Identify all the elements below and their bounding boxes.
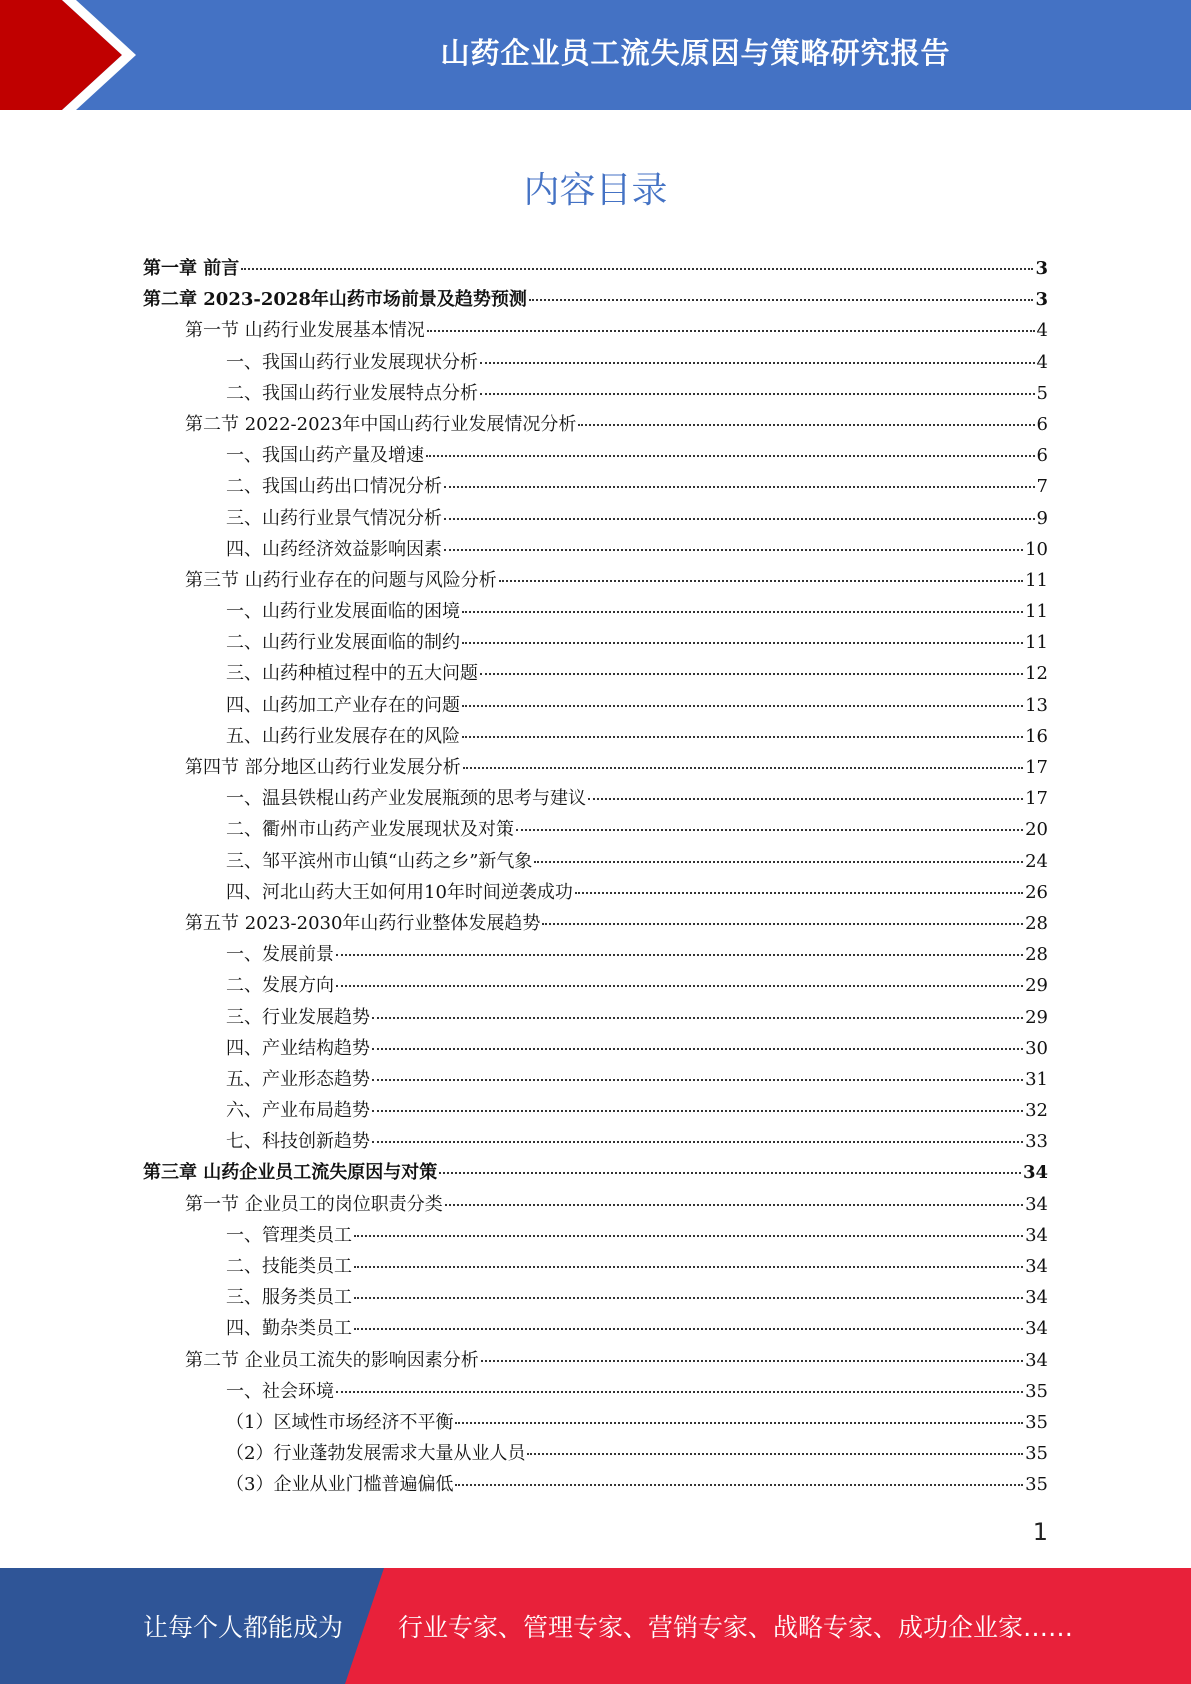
toc-entry-page: 35 bbox=[1025, 1443, 1048, 1465]
toc-dot-leader bbox=[336, 1389, 1023, 1393]
toc-entry-label: 五、产业形态趋势 bbox=[226, 1068, 370, 1090]
toc-entry-label: 三、山药行业景气情况分析 bbox=[226, 507, 442, 529]
toc-dot-leader bbox=[578, 422, 1034, 426]
toc-entry-label: 第三节 山药行业存在的问题与风险分析 bbox=[185, 569, 497, 591]
toc-entry-label: 二、衢州市山药产业发展现状及对策 bbox=[226, 819, 514, 841]
toc-entry[interactable] bbox=[143, 440, 1048, 471]
toc-entry[interactable] bbox=[143, 1157, 1048, 1188]
toc-entry-page: 34 bbox=[1025, 1256, 1048, 1277]
toc-entry[interactable] bbox=[143, 1126, 1048, 1157]
toc-dot-leader bbox=[444, 484, 1035, 488]
toc-entry-label: 四、河北山药大王如何用10年时间逆袭成功 bbox=[226, 881, 573, 903]
toc-entry[interactable] bbox=[143, 1407, 1048, 1438]
toc-entry-page: 5 bbox=[1036, 382, 1048, 404]
toc-entry[interactable] bbox=[143, 1345, 1048, 1376]
toc-entry-label: 第一节 企业员工的岗位职责分类 bbox=[185, 1193, 443, 1215]
toc-entry-page: 16 bbox=[1025, 725, 1048, 747]
toc-entry[interactable] bbox=[143, 347, 1048, 378]
report-title: 山药企业员工流失原因与策略研究报告 bbox=[440, 35, 951, 70]
toc-entry-label: 三、邹平滨州市山镇“山药之乡”新气象 bbox=[226, 850, 533, 872]
toc-dot-leader bbox=[241, 266, 1033, 270]
toc-dot-leader bbox=[462, 703, 1023, 707]
toc-entry[interactable] bbox=[143, 658, 1048, 689]
toc-entry-page: 28 bbox=[1025, 944, 1048, 966]
toc-entry[interactable] bbox=[143, 970, 1048, 1001]
toc-dot-leader bbox=[462, 640, 1023, 644]
toc-entry-page: 12 bbox=[1025, 663, 1048, 685]
red-chevron-icon bbox=[0, 0, 160, 110]
toc-entry[interactable] bbox=[143, 1220, 1048, 1251]
toc-dot-leader bbox=[529, 297, 1034, 301]
toc-entry-label: 第四节 部分地区山药行业发展分析 bbox=[185, 757, 461, 778]
toc-dot-leader bbox=[354, 1326, 1023, 1330]
toc-entry[interactable] bbox=[143, 1251, 1048, 1282]
toc-entry-label: 四、产业结构趋势 bbox=[226, 1037, 370, 1059]
toc-entry[interactable] bbox=[143, 596, 1048, 627]
table-of-contents bbox=[143, 253, 1048, 1501]
toc-dot-leader bbox=[426, 453, 1035, 457]
toc-entry-label: 七、科技创新趋势 bbox=[226, 1131, 370, 1153]
toc-entry-label: 四、山药经济效益影响因素 bbox=[226, 538, 442, 560]
footer-slogan-left: 让每个人都能成为 bbox=[143, 1613, 344, 1642]
toc-entry-label: 三、行业发展趋势 bbox=[226, 1006, 370, 1028]
toc-entry-page: 7 bbox=[1036, 476, 1048, 498]
toc-dot-leader bbox=[588, 796, 1023, 800]
toc-entry-page: 29 bbox=[1025, 975, 1048, 997]
toc-entry-page: 13 bbox=[1025, 694, 1048, 716]
toc-entry-label: 二、我国山药出口情况分析 bbox=[226, 476, 442, 498]
toc-entry-label: 二、技能类员工 bbox=[226, 1256, 352, 1277]
toc-entry-page: 11 bbox=[1025, 601, 1048, 623]
toc-entry-label: （1）区域性市场经济不平衡 bbox=[226, 1411, 454, 1433]
toc-entry[interactable] bbox=[143, 1313, 1048, 1344]
page-footer bbox=[0, 1568, 1191, 1684]
toc-entry-page: 34 bbox=[1025, 1224, 1048, 1246]
toc-dot-leader bbox=[462, 734, 1023, 738]
toc-entry-label: 一、山药行业发展面临的困境 bbox=[226, 601, 460, 623]
toc-entry-label: 一、我国山药行业发展现状分析 bbox=[226, 351, 478, 373]
toc-entry-label: 三、服务类员工 bbox=[226, 1287, 352, 1309]
toc-entry[interactable] bbox=[143, 534, 1048, 565]
toc-entry[interactable] bbox=[143, 378, 1048, 409]
toc-entry[interactable] bbox=[143, 1095, 1048, 1126]
toc-entry[interactable] bbox=[143, 690, 1048, 721]
toc-dot-leader bbox=[372, 1108, 1023, 1112]
page-number: 1 bbox=[1032, 1518, 1048, 1546]
toc-entry-label: 四、勤杂类员工 bbox=[226, 1318, 352, 1340]
toc-entry[interactable] bbox=[143, 1282, 1048, 1313]
toc-entry-label: 二、我国山药行业发展特点分析 bbox=[226, 382, 478, 404]
toc-entry[interactable] bbox=[143, 877, 1048, 908]
toc-entry-page: 11 bbox=[1025, 569, 1048, 591]
toc-entry[interactable] bbox=[143, 627, 1048, 658]
toc-entry[interactable] bbox=[143, 1033, 1048, 1064]
toc-title: 内容目录 bbox=[523, 170, 668, 211]
toc-entry[interactable] bbox=[143, 939, 1048, 970]
toc-entry[interactable] bbox=[143, 284, 1048, 315]
toc-entry-label: 二、发展方向 bbox=[226, 975, 334, 997]
toc-entry-page: 34 bbox=[1025, 1349, 1048, 1371]
toc-entry-label: （2）行业蓬勃发展需求大量从业人员 bbox=[226, 1443, 526, 1465]
toc-entry[interactable] bbox=[143, 565, 1048, 596]
toc-dot-leader bbox=[499, 578, 1023, 582]
toc-dot-leader bbox=[444, 516, 1035, 520]
toc-dot-leader bbox=[336, 952, 1023, 956]
toc-dot-leader bbox=[372, 1015, 1023, 1019]
toc-dot-leader bbox=[534, 859, 1023, 863]
toc-entry[interactable] bbox=[143, 1469, 1048, 1500]
toc-dot-leader bbox=[527, 1451, 1023, 1455]
toc-entry-page: 9 bbox=[1036, 507, 1048, 529]
toc-entry-page: 26 bbox=[1025, 881, 1048, 903]
toc-entry[interactable] bbox=[143, 1376, 1048, 1407]
toc-dot-leader bbox=[480, 391, 1035, 395]
toc-entry-page: 17 bbox=[1025, 757, 1048, 778]
toc-dot-leader bbox=[455, 1482, 1023, 1486]
toc-entry-label: 第一节 山药行业发展基本情况 bbox=[185, 320, 425, 342]
toc-entry-page: 31 bbox=[1025, 1068, 1048, 1090]
toc-dot-leader bbox=[372, 1139, 1023, 1143]
toc-dot-leader bbox=[516, 827, 1023, 831]
toc-dot-leader bbox=[542, 921, 1023, 925]
toc-entry[interactable] bbox=[143, 908, 1048, 939]
toc-entry-label: 第二节 2022-2023年中国山药行业发展情况分析 bbox=[185, 413, 577, 435]
toc-entry-label: 第二章 2023-2028年山药市场前景及趋势预测 bbox=[143, 289, 527, 311]
toc-dot-leader bbox=[455, 1420, 1023, 1424]
toc-entry-page: 10 bbox=[1025, 538, 1048, 560]
toc-dot-leader bbox=[372, 1077, 1023, 1081]
toc-entry-page: 11 bbox=[1025, 632, 1048, 654]
toc-entry[interactable] bbox=[143, 1064, 1048, 1095]
toc-entry-page: 3 bbox=[1035, 258, 1048, 279]
toc-entry-page: 34 bbox=[1025, 1287, 1048, 1309]
toc-entry[interactable] bbox=[143, 1438, 1048, 1469]
toc-dot-leader bbox=[372, 1046, 1023, 1050]
toc-dot-leader bbox=[354, 1295, 1023, 1299]
toc-entry-label: 四、山药加工产业存在的问题 bbox=[226, 694, 460, 716]
toc-entry-label: 一、社会环境 bbox=[226, 1380, 334, 1402]
toc-entry-label: 第一章 前言 bbox=[143, 258, 240, 279]
toc-entry-page: 20 bbox=[1025, 819, 1048, 841]
toc-dot-leader bbox=[354, 1233, 1023, 1237]
toc-dot-leader bbox=[463, 765, 1023, 769]
toc-entry-label: 二、山药行业发展面临的制约 bbox=[226, 632, 460, 654]
page-header bbox=[0, 0, 1191, 110]
toc-entry-page: 6 bbox=[1036, 445, 1048, 467]
toc-entry[interactable] bbox=[143, 315, 1048, 346]
toc-dot-leader bbox=[336, 983, 1023, 987]
toc-entry-page: 4 bbox=[1036, 351, 1048, 373]
toc-entry-page: 33 bbox=[1025, 1131, 1048, 1153]
toc-entry-label: 一、我国山药产量及增速 bbox=[226, 445, 424, 467]
toc-entry-page: 34 bbox=[1022, 1162, 1048, 1184]
toc-entry-page: 3 bbox=[1035, 289, 1048, 311]
toc-dot-leader bbox=[445, 1202, 1023, 1206]
toc-entry[interactable] bbox=[143, 1189, 1048, 1220]
toc-entry[interactable] bbox=[143, 409, 1048, 440]
toc-entry[interactable] bbox=[143, 503, 1048, 534]
toc-entry[interactable] bbox=[143, 253, 1048, 284]
toc-dot-leader bbox=[439, 1170, 1021, 1174]
toc-entry-label: 第二节 企业员工流失的影响因素分析 bbox=[185, 1349, 479, 1371]
toc-dot-leader bbox=[481, 1358, 1023, 1362]
toc-entry-label: 第五节 2023-2030年山药行业整体发展趋势 bbox=[185, 912, 541, 934]
toc-entry[interactable] bbox=[143, 783, 1048, 814]
toc-entry-label: 一、温县铁棍山药产业发展瓶颈的思考与建议 bbox=[226, 788, 586, 810]
toc-entry-label: 三、山药种植过程中的五大问题 bbox=[226, 663, 478, 685]
toc-entry-page: 35 bbox=[1025, 1474, 1048, 1496]
toc-entry-page: 17 bbox=[1025, 788, 1048, 810]
toc-entry[interactable] bbox=[143, 846, 1048, 877]
toc-dot-leader bbox=[444, 547, 1023, 551]
toc-entry-label: 六、产业布局趋势 bbox=[226, 1100, 370, 1122]
toc-entry-page: 24 bbox=[1025, 850, 1048, 872]
toc-entry-label: 一、管理类员工 bbox=[226, 1224, 352, 1246]
toc-entry[interactable] bbox=[143, 1002, 1048, 1033]
toc-dot-leader bbox=[480, 360, 1035, 364]
toc-entry[interactable] bbox=[143, 471, 1048, 502]
toc-entry-label: 五、山药行业发展存在的风险 bbox=[226, 725, 460, 747]
toc-dot-leader bbox=[462, 609, 1023, 613]
toc-dot-leader bbox=[427, 328, 1035, 332]
toc-entry-page: 32 bbox=[1025, 1100, 1048, 1122]
footer-slogan-right: 行业专家、管理专家、营销专家、战略专家、成功企业家…… bbox=[398, 1613, 1074, 1642]
toc-dot-leader bbox=[575, 890, 1023, 894]
toc-entry-page: 34 bbox=[1025, 1318, 1048, 1340]
toc-entry-page: 30 bbox=[1025, 1037, 1048, 1059]
toc-entry-label: （3）企业从业门槛普遍偏低 bbox=[226, 1474, 454, 1496]
toc-entry-page: 35 bbox=[1025, 1411, 1048, 1433]
toc-entry-label: 一、发展前景 bbox=[226, 944, 334, 966]
toc-entry[interactable] bbox=[143, 752, 1048, 783]
toc-entry[interactable] bbox=[143, 721, 1048, 752]
toc-entry[interactable] bbox=[143, 814, 1048, 845]
toc-entry-label: 第三章 山药企业员工流失原因与对策 bbox=[143, 1162, 438, 1184]
toc-entry-page: 28 bbox=[1025, 912, 1048, 934]
toc-entry-page: 29 bbox=[1025, 1006, 1048, 1028]
toc-entry-page: 34 bbox=[1025, 1193, 1048, 1215]
toc-entry-page: 35 bbox=[1025, 1380, 1048, 1402]
toc-dot-leader bbox=[480, 671, 1023, 675]
toc-entry-page: 6 bbox=[1036, 413, 1048, 435]
toc-dot-leader bbox=[354, 1264, 1023, 1268]
toc-entry-page: 4 bbox=[1036, 320, 1048, 342]
